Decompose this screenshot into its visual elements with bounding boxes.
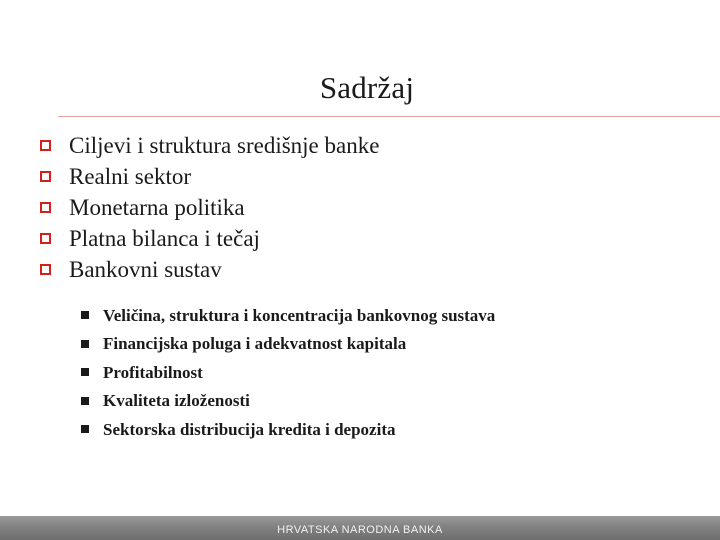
list-item-text: Ciljevi i struktura središnje banke xyxy=(69,133,380,158)
list-item xyxy=(40,161,379,192)
sub-list-item-text: Profitabilnost xyxy=(103,362,203,382)
sub-bullet-list xyxy=(81,301,495,444)
list-item xyxy=(40,254,379,285)
hollow-square-bullet-icon xyxy=(40,171,51,182)
main-bullet-list xyxy=(40,130,379,285)
list-item-text: Realni sektor xyxy=(69,164,191,189)
list-item-text: Platna bilanca i tečaj xyxy=(69,226,260,251)
footer-bar xyxy=(0,516,720,540)
sub-list-item xyxy=(81,387,495,416)
sub-list-item xyxy=(81,330,495,359)
slide-title: Sadržaj xyxy=(319,69,415,105)
list-item-text: Bankovni sustav xyxy=(69,257,222,282)
hollow-square-bullet-icon xyxy=(40,233,51,244)
filled-square-bullet-icon xyxy=(81,397,89,405)
sub-list-item-text: Kvaliteta izloženosti xyxy=(103,391,250,411)
sub-list-item-text: Financijska poluga i adekvatnost kapitala xyxy=(103,334,407,354)
filled-square-bullet-icon xyxy=(81,425,89,433)
sub-list-item xyxy=(81,358,495,387)
sub-list-item-text: Sektorska distribucija kredita i depozita xyxy=(103,419,396,439)
hollow-square-bullet-icon xyxy=(40,202,51,213)
list-item xyxy=(40,130,379,161)
filled-square-bullet-icon xyxy=(81,368,89,376)
hollow-square-bullet-icon xyxy=(40,264,51,275)
list-item xyxy=(40,192,379,223)
sub-list-item xyxy=(81,415,495,444)
slide-title-area xyxy=(0,62,720,112)
filled-square-bullet-icon xyxy=(81,340,89,348)
list-item xyxy=(40,223,379,254)
sub-list-item xyxy=(81,301,495,330)
hollow-square-bullet-icon xyxy=(40,140,51,151)
title-divider xyxy=(58,116,720,117)
sub-list-item-text: Veličina, struktura i koncentracija bankovnog sustava xyxy=(103,305,496,325)
footer-organization-name: HRVATSKA NARODNA BANKA xyxy=(277,523,443,536)
filled-square-bullet-icon xyxy=(81,311,89,319)
list-item-text: Monetarna politika xyxy=(69,195,245,220)
